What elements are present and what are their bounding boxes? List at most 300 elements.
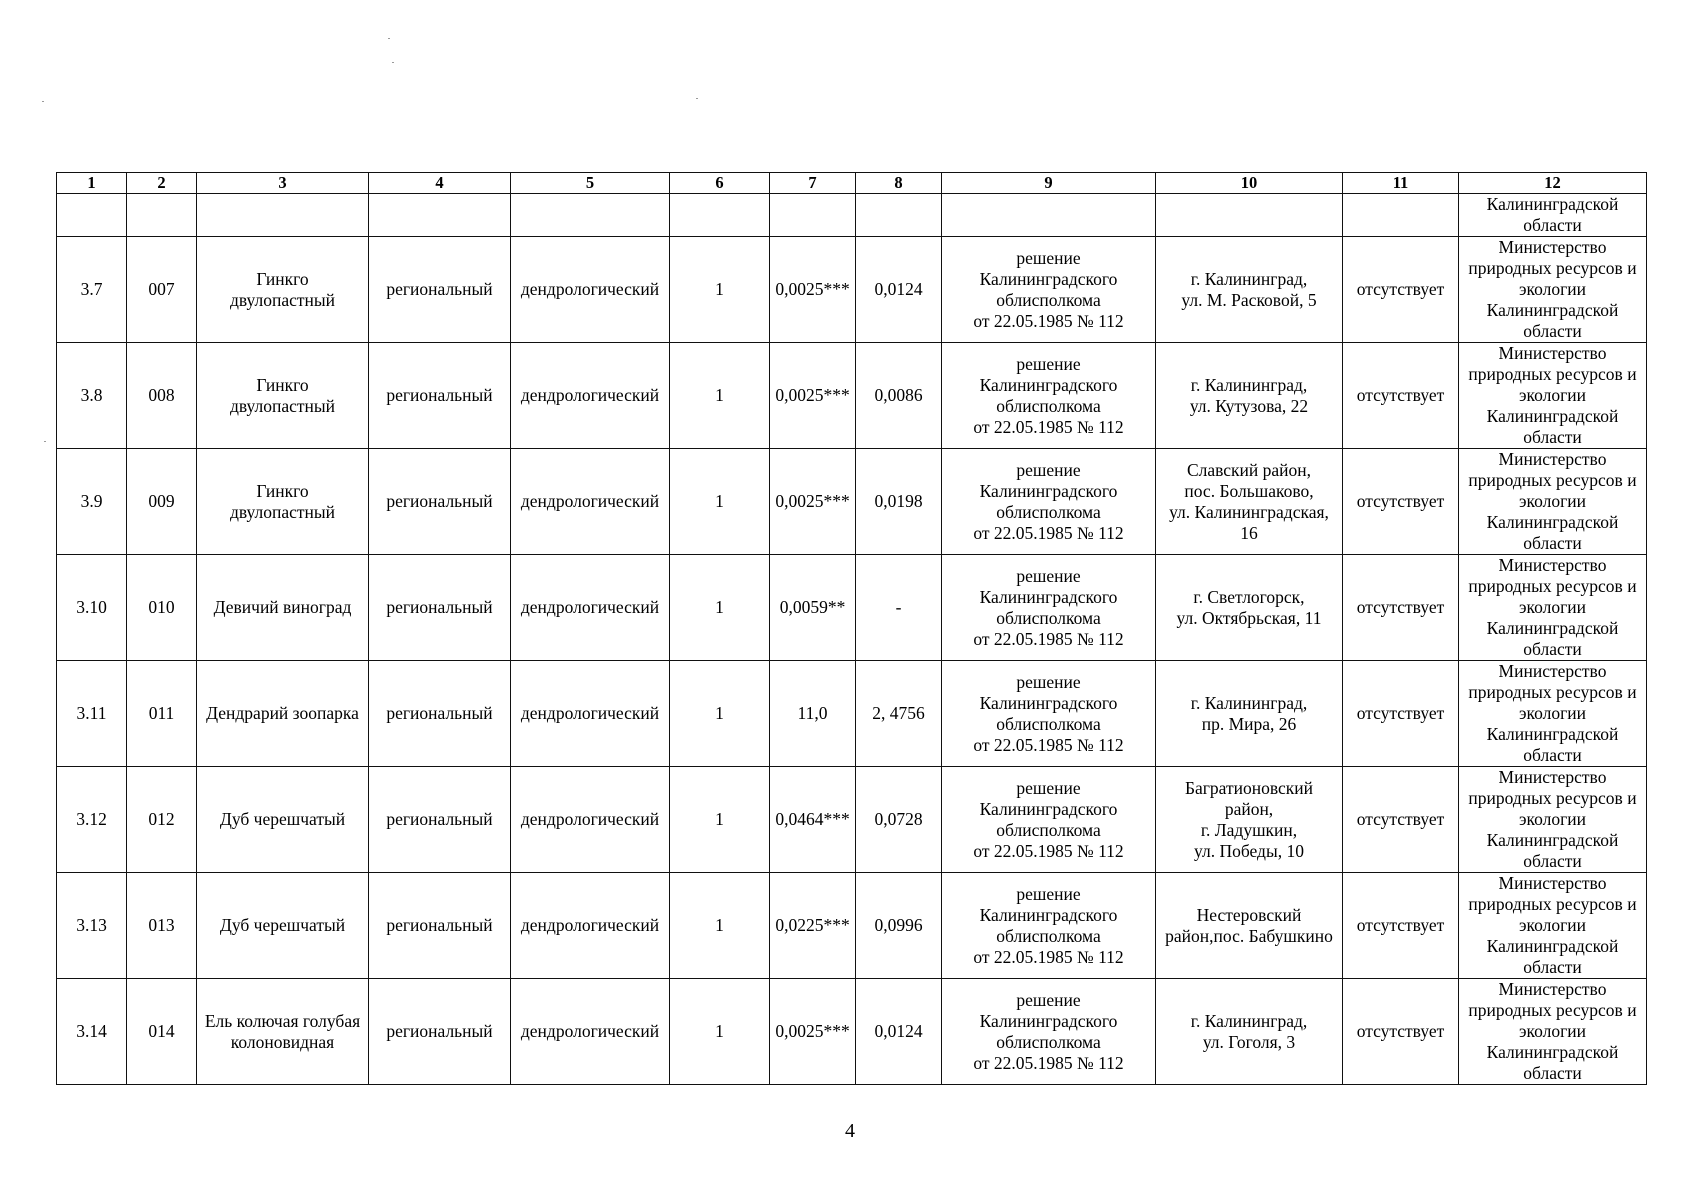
table-cell [942,194,1156,237]
buffer-area-cell [856,979,942,1085]
founding-document-cell [942,979,1156,1085]
buffer-area-cell [856,661,942,767]
text-line: Нестеровский [1196,904,1302,925]
text-line: 2, 4756 [872,703,925,723]
table-cell [856,194,942,237]
table-row [57,767,1647,873]
text-line: 0,0198 [874,491,923,511]
text-line: отсутствует [1356,597,1445,617]
text-line: Министерство [1498,343,1607,363]
category-cell [670,767,770,873]
object-name-cell [197,237,369,343]
text-line: экологии [1518,385,1587,405]
text-line: Калининградского [979,374,1118,395]
table-cell [1156,194,1343,237]
object-name-cell [197,767,369,873]
text-line: 1 [715,1021,724,1041]
cluster-cell [1343,661,1459,767]
text-line: 16 [1240,522,1258,543]
text-line: 013 [148,915,175,935]
text-line: 0,0025*** [775,279,850,299]
item-number-cell [57,979,127,1085]
text-line: ул. Гоголя, 3 [1202,1031,1296,1052]
profile-cell [511,343,670,449]
text-line: Калининградской [1486,724,1619,744]
item-number-cell [57,237,127,343]
text-line: Гинкго [256,480,309,501]
text-line: 0,0086 [874,385,923,405]
table-cell [197,194,369,237]
object-name-cell [197,873,369,979]
text-line: Калининградского [979,1010,1118,1031]
location-cell [1156,661,1343,767]
object-name-cell [197,979,369,1085]
responsible-authority-cell [1459,449,1647,555]
category-cell [670,449,770,555]
text-line: области [1523,1063,1582,1083]
text-line: 1 [715,703,724,723]
object-name-cell [197,661,369,767]
location-cell [1156,979,1343,1085]
text-line: отсутствует [1356,915,1445,935]
text-line: от 22.05.1985 № 112 [973,416,1124,437]
item-number-cell [57,661,127,767]
text-line: Калининградской [1486,1042,1619,1062]
text-line: решение [1016,883,1081,904]
text-line: 3.10 [76,597,107,617]
text-line: Министерство [1498,555,1607,575]
location-cell [1156,343,1343,449]
significance-cell [369,873,511,979]
area-cell [770,767,856,873]
text-line: облисполкома [996,607,1101,628]
text-line: г. Калининград, [1190,692,1308,713]
text-line: 1 [715,809,724,829]
text-line: Ель колючая голубая [204,1010,361,1031]
buffer-area-cell [856,873,942,979]
text-line: отсутствует [1356,279,1445,299]
table-cell [670,194,770,237]
cluster-cell [1343,979,1459,1085]
text-line: природных ресурсов и [1468,788,1637,808]
significance-cell [369,767,511,873]
text-line: пр. Мира, 26 [1201,713,1297,734]
table-row [57,873,1647,979]
area-cell [770,237,856,343]
text-line: природных ресурсов и [1468,470,1637,490]
continuation-row [57,194,1647,237]
column-number-cell: 9 [942,173,1156,194]
founding-document-cell [942,343,1156,449]
text-line: области [1523,427,1582,447]
column-number-cell: 11 [1343,173,1459,194]
text-line: природных ресурсов и [1468,682,1637,702]
text-line: Калининградской [1486,830,1619,850]
text-line: ул. Победы, 10 [1194,840,1304,861]
table-row [57,449,1647,555]
text-line: Калининградской [1486,194,1619,214]
text-line: облисполкома [996,395,1101,416]
responsible-authority-cell [1459,194,1647,237]
text-line: области [1523,321,1582,341]
text-line: региональный [386,703,493,723]
table-cell [369,194,511,237]
text-line: области [1523,215,1582,235]
text-line: район,пос. Бабушкино [1165,925,1333,946]
text-line: дендрологический [520,385,660,405]
item-number-cell [57,555,127,661]
text-line: Министерство [1498,767,1607,787]
significance-cell [369,555,511,661]
text-line: региональный [386,809,493,829]
text-line: 007 [148,279,175,299]
item-number-cell [57,873,127,979]
registry-code-cell [127,237,197,343]
text-line: двулопастный [229,395,336,416]
text-line: г. Калининград, [1190,268,1308,289]
column-number-cell: 1 [57,173,127,194]
buffer-area-cell [856,343,942,449]
text-line: 11,0 [797,703,828,723]
table-cell [57,194,127,237]
text-line: области [1523,533,1582,553]
table-row [57,979,1647,1085]
text-line: Гинкго [256,268,309,289]
table-cell [511,194,670,237]
text-line: пос. Большаково, [1184,480,1314,501]
text-line: 0,0025*** [775,491,850,511]
column-number-cell: 2 [127,173,197,194]
cluster-cell [1343,449,1459,555]
profile-cell [511,979,670,1085]
significance-cell [369,237,511,343]
text-line: 0,0059** [779,597,846,617]
text-line: Девичий виноград [213,597,352,617]
category-cell [670,343,770,449]
table-row [57,661,1647,767]
profile-cell [511,449,670,555]
significance-cell [369,979,511,1085]
text-line: 1 [715,597,724,617]
cluster-cell [1343,767,1459,873]
text-line: Калининградской [1486,512,1619,532]
text-line: 009 [148,491,175,511]
area-cell [770,661,856,767]
text-line: 012 [148,809,175,829]
text-line: экологии [1518,915,1587,935]
text-line: облисполкома [996,819,1101,840]
text-line: 1 [715,385,724,405]
registry-code-cell [127,873,197,979]
text-line: решение [1016,353,1081,374]
text-line: Калининградского [979,586,1118,607]
text-line: 0,0124 [874,1021,923,1041]
text-line: отсутствует [1356,385,1445,405]
text-line: г. Калининград, [1190,1010,1308,1031]
text-line: экологии [1518,597,1587,617]
area-cell [770,979,856,1085]
responsible-authority-cell [1459,979,1647,1085]
text-line: отсутствует [1356,1021,1445,1041]
text-line: 0,0728 [874,809,923,829]
text-line: 008 [148,385,175,405]
category-cell [670,237,770,343]
text-line: решение [1016,671,1081,692]
registry-code-cell [127,979,197,1085]
column-number-cell: 7 [770,173,856,194]
item-number-cell [57,343,127,449]
area-cell [770,873,856,979]
responsible-authority-cell [1459,555,1647,661]
cluster-cell [1343,873,1459,979]
text-line: дендрологический [520,491,660,511]
text-line: Министерство [1498,449,1607,469]
text-line: региональный [386,279,493,299]
text-line: Дуб черешчатый [219,915,346,935]
text-line: от 22.05.1985 № 112 [973,946,1124,967]
location-cell [1156,555,1343,661]
founding-document-cell [942,555,1156,661]
text-line: 3.13 [76,915,107,935]
text-line: региональный [386,385,493,405]
item-number-cell [57,767,127,873]
registry-code-cell [127,449,197,555]
location-cell [1156,873,1343,979]
text-line: природных ресурсов и [1468,364,1637,384]
text-line: 3.9 [80,491,103,511]
text-line: природных ресурсов и [1468,1000,1637,1020]
text-line: район, [1224,798,1274,819]
category-cell [670,555,770,661]
buffer-area-cell [856,449,942,555]
text-line: Калининградского [979,904,1118,925]
text-line: 1 [715,915,724,935]
responsible-authority-cell [1459,237,1647,343]
text-line: 1 [715,279,724,299]
profile-cell [511,873,670,979]
text-line: 3.8 [80,385,103,405]
text-line: Министерство [1498,237,1607,257]
text-line: Калининградского [979,480,1118,501]
table-cell [127,194,197,237]
text-line: 0,0025*** [775,385,850,405]
text-line: от 22.05.1985 № 112 [973,1052,1124,1073]
text-line: Министерство [1498,661,1607,681]
text-line: 014 [148,1021,175,1041]
text-line: дендрологический [520,809,660,829]
item-number-cell [57,449,127,555]
text-line: области [1523,851,1582,871]
significance-cell [369,449,511,555]
text-line: области [1523,745,1582,765]
responsible-authority-cell [1459,343,1647,449]
text-line: - [895,597,902,617]
responsible-authority-cell [1459,661,1647,767]
text-line: Калининградской [1486,618,1619,638]
area-cell [770,449,856,555]
text-line: Багратионовский [1184,777,1314,798]
text-line: дендрологический [520,279,660,299]
text-line: решение [1016,247,1081,268]
text-line: 1 [715,491,724,511]
text-line: 0,0225*** [775,915,850,935]
cluster-cell [1343,343,1459,449]
text-line: природных ресурсов и [1468,894,1637,914]
object-name-cell [197,555,369,661]
text-line: 3.7 [80,279,103,299]
table-row [57,237,1647,343]
text-line: 011 [148,703,175,723]
category-cell [670,873,770,979]
column-number-cell: 10 [1156,173,1343,194]
registry-table [56,172,1647,1085]
registry-code-cell [127,555,197,661]
text-line: дендрологический [520,915,660,935]
text-line: 3.14 [76,1021,107,1041]
text-line: 3.12 [76,809,107,829]
area-cell [770,343,856,449]
buffer-area-cell [856,237,942,343]
responsible-authority-cell [1459,873,1647,979]
text-line: от 22.05.1985 № 112 [973,522,1124,543]
text-line: ул. М. Расковой, 5 [1181,289,1317,310]
text-line: региональный [386,915,493,935]
text-line: дендрологический [520,703,660,723]
text-line: Калининградской [1486,936,1619,956]
text-line: 0,0996 [874,915,923,935]
table-row [57,343,1647,449]
text-line: экологии [1518,703,1587,723]
profile-cell [511,661,670,767]
text-line: облисполкома [996,925,1101,946]
text-line: региональный [386,597,493,617]
founding-document-cell [942,661,1156,767]
text-line: двулопастный [229,289,336,310]
text-line: облисполкома [996,713,1101,734]
text-line: г. Ладушкин, [1200,819,1298,840]
text-line: от 22.05.1985 № 112 [973,840,1124,861]
object-name-cell [197,343,369,449]
text-line: дендрологический [520,1021,660,1041]
text-line: экологии [1518,491,1587,511]
column-number-cell: 3 [197,173,369,194]
text-line: ул. Октябрьская, 11 [1176,607,1322,628]
text-line: 0,0124 [874,279,923,299]
founding-document-cell [942,767,1156,873]
text-line: природных ресурсов и [1468,576,1637,596]
location-cell [1156,237,1343,343]
text-line: природных ресурсов и [1468,258,1637,278]
cluster-cell [1343,555,1459,661]
text-line: отсутствует [1356,703,1445,723]
text-line: облисполкома [996,1031,1101,1052]
text-line: Калининградского [979,268,1118,289]
text-line: от 22.05.1985 № 112 [973,734,1124,755]
column-number-cell: 4 [369,173,511,194]
text-line: отсутствует [1356,809,1445,829]
text-line: Министерство [1498,979,1607,999]
text-line: Калининградской [1486,406,1619,426]
text-line: региональный [386,491,493,511]
table-row [57,555,1647,661]
table-cell [1343,194,1459,237]
text-line: Калининградского [979,798,1118,819]
registry-table-body [57,194,1647,1085]
text-line: ул. Калининградская, [1169,501,1329,522]
text-line: от 22.05.1985 № 112 [973,310,1124,331]
text-line: отсутствует [1356,491,1445,511]
object-name-cell [197,449,369,555]
text-line: облисполкома [996,289,1101,310]
text-line: Дендрарий зоопарка [206,703,359,723]
text-line: экологии [1518,809,1587,829]
profile-cell [511,767,670,873]
category-cell [670,979,770,1085]
text-line: решение [1016,565,1081,586]
text-line: Калининградского [979,692,1118,713]
text-line: ул. Кутузова, 22 [1189,395,1309,416]
location-cell [1156,449,1343,555]
text-line: г. Светлогорск, [1193,586,1305,607]
text-line: 0,0025*** [775,1021,850,1041]
text-line: решение [1016,459,1081,480]
text-line: экологии [1518,279,1587,299]
text-line: экологии [1518,1021,1587,1041]
text-line: от 22.05.1985 № 112 [973,628,1124,649]
text-line: Славский район, [1186,459,1312,480]
text-line: 3.11 [76,703,107,723]
text-line: решение [1016,989,1081,1010]
location-cell [1156,767,1343,873]
page-number: 4 [845,1120,855,1142]
text-line: Дуб черешчатый [219,809,346,829]
significance-cell [369,661,511,767]
significance-cell [369,343,511,449]
category-cell [670,661,770,767]
text-line: решение [1016,777,1081,798]
text-line: облисполкома [996,501,1101,522]
buffer-area-cell [856,555,942,661]
text-line: Гинкго [256,374,309,395]
column-number-cell: 8 [856,173,942,194]
text-line: Министерство [1498,873,1607,893]
text-line: Калининградской [1486,300,1619,320]
cluster-cell [1343,237,1459,343]
text-line: области [1523,957,1582,977]
responsible-authority-cell [1459,767,1647,873]
founding-document-cell [942,873,1156,979]
text-line: дендрологический [520,597,660,617]
column-number-header-row [57,173,1647,194]
founding-document-cell [942,449,1156,555]
area-cell [770,555,856,661]
column-number-cell: 12 [1459,173,1647,194]
profile-cell [511,555,670,661]
text-line: 0,0464*** [775,809,850,829]
registry-code-cell [127,343,197,449]
text-line: г. Калининград, [1190,374,1308,395]
profile-cell [511,237,670,343]
buffer-area-cell [856,767,942,873]
table-cell [770,194,856,237]
registry-code-cell [127,661,197,767]
column-number-cell: 6 [670,173,770,194]
text-line: области [1523,639,1582,659]
text-line: 010 [148,597,175,617]
registry-code-cell [127,767,197,873]
text-line: региональный [386,1021,493,1041]
column-number-cell: 5 [511,173,670,194]
